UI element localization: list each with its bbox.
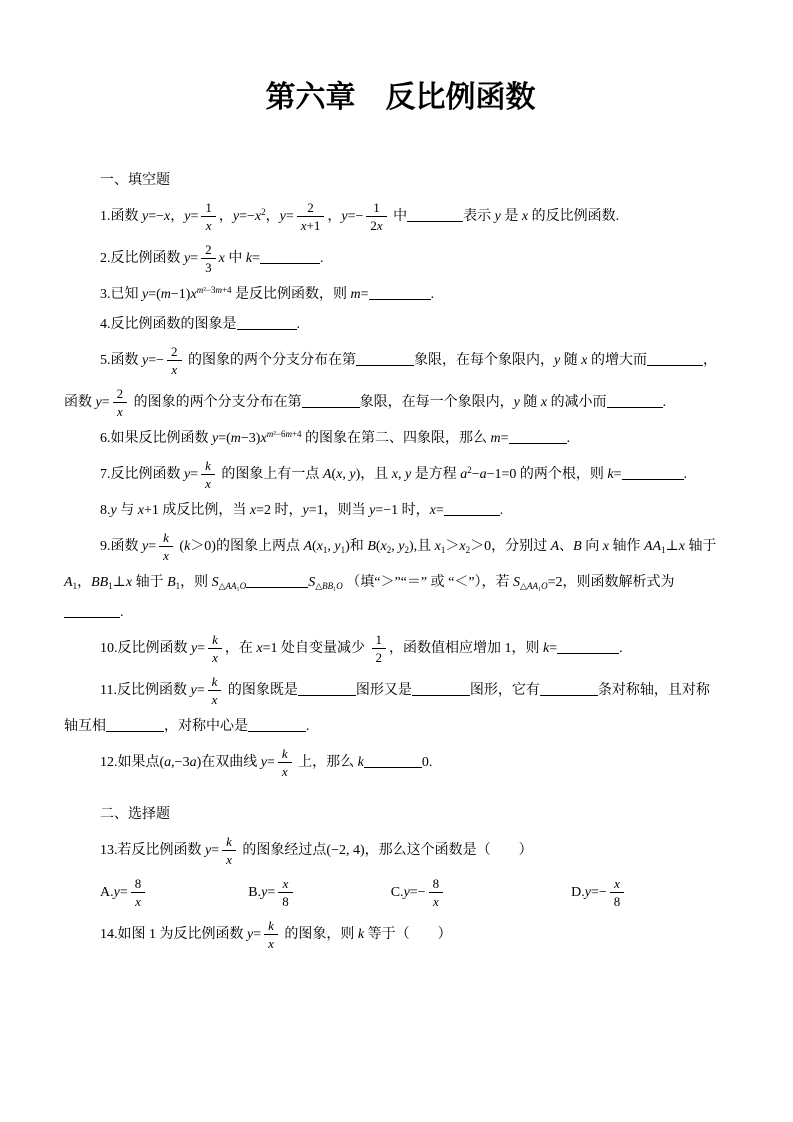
question-8-line-1 (64, 496, 737, 526)
fraction-denominator: x (429, 892, 444, 910)
fraction-numerator: x (282, 876, 289, 891)
question-9-line-1 (64, 526, 737, 568)
text-run: ，则当 (323, 503, 370, 518)
math-run: y (554, 353, 561, 369)
text-run: . (499, 503, 504, 518)
question-11 (64, 670, 737, 742)
math-run: y=− (341, 209, 364, 225)
superscript: m²−3m+4 (196, 285, 232, 295)
fraction-denominator: x (208, 690, 222, 708)
text-run: 的两个根，则 (516, 467, 608, 483)
text-run: B. (248, 885, 262, 901)
fraction-numerator: k (281, 746, 288, 761)
math-run: x, y (391, 467, 412, 483)
math-run: x (678, 539, 685, 555)
question-14-line-1 (64, 914, 737, 956)
math-run: x=2 (249, 503, 271, 518)
math-run: x (218, 251, 225, 267)
h-space (446, 895, 571, 896)
math-run: y= (95, 395, 110, 411)
text-run: 5.函数 (100, 353, 142, 369)
text-run: 的增大而 (587, 353, 647, 369)
question-14 (64, 914, 737, 956)
fraction-numerator: 2 (116, 386, 124, 401)
text-run: 轴于 (684, 539, 717, 555)
math-run: k (357, 755, 364, 771)
text-run: 12.如果点( (100, 755, 165, 771)
superscript: 2 (467, 465, 472, 476)
question-10-line-1 (64, 628, 737, 670)
question-6-line-1 (64, 424, 737, 454)
text-run: 处自变量减少 (277, 641, 369, 657)
math-run: x=1 (256, 641, 278, 657)
subscript: 1 (108, 581, 113, 591)
math-run: BB (91, 575, 109, 590)
math-run: k (357, 927, 365, 943)
text-run: . (566, 431, 571, 446)
question-12 (64, 742, 737, 784)
text-run: A. (100, 885, 114, 901)
fraction-numerator: k (268, 918, 274, 933)
fraction (278, 746, 292, 780)
fraction (201, 242, 216, 276)
math-run: A(x (303, 539, 323, 555)
text-run: 的图象上有一点 (217, 467, 323, 483)
question-2 (64, 238, 737, 280)
text-run: C. (390, 885, 404, 901)
text-run: ，在 (224, 641, 257, 657)
question-6 (64, 424, 737, 454)
subscript: 1 (440, 545, 446, 556)
question-9-line-2 (64, 568, 737, 598)
fraction-denominator: x (113, 402, 128, 420)
superscript: m²−6m+4 (266, 429, 302, 439)
fraction-numerator: k (163, 530, 169, 545)
text-run: 的图象的两个分支分布在第 (130, 395, 302, 411)
text-run: 2.反比例函数 (100, 251, 184, 267)
fraction-denominator: 8 (278, 892, 293, 910)
section-2 (64, 800, 737, 956)
fraction-denominator: 3 (201, 258, 216, 276)
fraction (113, 386, 128, 420)
math-run: y= (184, 209, 199, 225)
blank-underline (237, 315, 297, 330)
math-run: A(x, y) (322, 467, 361, 483)
math-run: m= (490, 431, 509, 446)
fraction (429, 876, 444, 910)
fraction-numerator: 1 (375, 632, 383, 647)
question-1-line-1 (64, 196, 737, 238)
text-run: ＞0，分别过 (470, 539, 551, 555)
question-5-line-2 (64, 382, 737, 424)
blank-underline (540, 681, 598, 696)
math-run: B (573, 539, 582, 555)
fraction-denominator: x (131, 892, 146, 910)
fraction (278, 876, 293, 910)
text-run: 0. (421, 755, 433, 771)
math-run: y=− (584, 885, 607, 901)
text-run: 中 (224, 251, 246, 267)
text-run: 图形又是 (355, 683, 412, 699)
fraction-numerator: 2 (205, 242, 212, 257)
fraction-denominator: x+1 (297, 216, 325, 234)
blank-underline (364, 753, 422, 768)
text-run: 的图象的两个分支分布在第 (184, 353, 357, 369)
fraction-numerator: k (211, 674, 218, 689)
text-run: 与 (116, 503, 138, 518)
text-run: . (319, 251, 324, 267)
question-13 (64, 830, 737, 914)
math-run: k= (607, 467, 622, 483)
text-run: 轴作 (608, 539, 644, 555)
fraction (297, 200, 325, 234)
math-run: y= (190, 683, 205, 699)
fraction-numerator: 2 (171, 344, 178, 359)
text-run: ＞ (445, 539, 460, 555)
text-run: 9.函数 (100, 539, 142, 555)
question-2-line-1 (64, 238, 737, 280)
fraction-numerator: 2 (307, 200, 314, 215)
text-run: . (662, 395, 667, 411)
blank-underline (248, 717, 306, 732)
math-run: y= (279, 209, 294, 225)
fraction-denominator: 2 (372, 648, 387, 666)
fraction-denominator: x (159, 546, 173, 564)
text-run: . (296, 317, 300, 332)
text-run: 的图象既是 (224, 683, 298, 699)
subscript: 2 (404, 545, 409, 556)
text-run: ，对称中心是 (164, 719, 248, 734)
blank-underline (407, 207, 463, 222)
subscript: 1 (340, 545, 346, 556)
question-9 (64, 526, 737, 628)
text-run: 图形，它有 (469, 683, 540, 699)
fraction-numerator: k (226, 834, 232, 849)
text-run: 是 (500, 209, 522, 225)
fraction-denominator: x (208, 648, 222, 666)
math-run: y=− (142, 353, 165, 369)
math-run: y (513, 395, 520, 411)
math-run: x (125, 575, 133, 590)
math-run: y=−1 (369, 503, 399, 518)
blank-underline (509, 429, 567, 444)
text-run: 象限，在每个象限内， (414, 353, 555, 369)
math-run: y= (260, 755, 275, 771)
question-11-line-2 (64, 712, 737, 742)
text-run: ， (265, 209, 280, 225)
math-run: y=1 (302, 503, 324, 518)
text-run: 的减小而 (547, 395, 607, 411)
fraction (208, 632, 222, 666)
math-run: y=(m−1)x (142, 287, 197, 302)
text-run: ),且 (408, 539, 435, 555)
blank-underline (444, 501, 500, 516)
text-run: 4.反比例函数的图象是 (100, 317, 237, 332)
math-run: B(x (367, 539, 387, 555)
math-run: B (167, 575, 176, 590)
fraction (201, 200, 216, 234)
math-run: AA (643, 539, 662, 555)
blank-underline (298, 681, 356, 696)
fraction-denominator: x (222, 850, 236, 868)
math-run: S (211, 575, 219, 590)
text-run: 的反比例函数. (528, 209, 620, 225)
math-run: A (550, 539, 560, 555)
math-run: x (581, 353, 588, 369)
fraction (264, 918, 278, 952)
text-run: 10.反比例函数 (100, 641, 191, 657)
fraction (201, 458, 215, 492)
blank-underline (356, 351, 414, 366)
math-run: y (110, 503, 117, 518)
subscript: 1 (661, 545, 666, 556)
math-run: a (460, 467, 468, 483)
text-run: 7.反比例函数 (100, 467, 184, 483)
math-run: x (602, 539, 609, 555)
subscript: 2 (465, 545, 471, 556)
blank-underline (412, 681, 470, 696)
blank-underline (260, 249, 320, 264)
text-run: 轴互相 (64, 719, 106, 734)
math-run: y=−x (232, 209, 262, 225)
fraction-denominator: x (278, 762, 292, 780)
math-run: y=− (403, 885, 426, 901)
document-body (64, 166, 737, 956)
text-run: 6.如果反比例函数 (100, 431, 212, 446)
question-12-line-1 (64, 742, 737, 784)
text-run: 13.若反比例函数 (100, 843, 205, 859)
fraction-denominator: 8 (610, 892, 625, 910)
text-run: ，则 (180, 575, 212, 590)
math-run: x= (429, 503, 444, 518)
math-run: , y (327, 539, 341, 555)
text-run: ( (175, 539, 185, 555)
math-run: x (434, 539, 441, 555)
question-3 (64, 280, 737, 310)
fraction-denominator: 2x (366, 216, 386, 234)
blank-underline (607, 393, 663, 408)
math-run: y= (205, 843, 220, 859)
text-run: ， (702, 353, 717, 369)
fraction (222, 834, 236, 868)
text-run: ＞0)的图象上两点 (190, 539, 304, 555)
text-run: 8. (100, 503, 111, 518)
text-run: 表示 (463, 209, 495, 225)
fraction-numerator: 1 (205, 200, 212, 215)
text-run: 14.如图 1 为反比例函数 (100, 927, 247, 943)
text-run: . (619, 641, 623, 657)
question-10 (64, 628, 737, 670)
question-11-line-1 (64, 670, 737, 712)
fraction-numerator: k (212, 632, 218, 647)
fraction-denominator: x (201, 216, 216, 234)
fraction (159, 530, 173, 564)
h-space (148, 895, 248, 896)
question-5-line-1 (64, 340, 737, 382)
text-run: . (683, 467, 688, 483)
section-2-heading: 二、选择题 (100, 807, 170, 822)
question-7-line-1 (64, 454, 737, 496)
text-run: 中 (389, 209, 408, 225)
superscript: 2 (261, 207, 266, 218)
page-title: 第六章 反比例函数 (265, 81, 536, 114)
text-run: D. (571, 885, 585, 901)
text-run: 随 (560, 353, 582, 369)
fraction (610, 876, 625, 910)
text-run: ，函数值相应增加 1，则 (389, 641, 544, 657)
fraction (372, 632, 387, 666)
math-run: k= (543, 641, 558, 657)
text-run: )在双曲线 (196, 755, 261, 771)
text-run: （填“＞”“＝” 或 “＜”），若 (342, 575, 514, 590)
text-run: 随 (519, 395, 541, 411)
math-run: y= (184, 467, 199, 483)
text-run: 等于（ ） (364, 927, 452, 943)
text-run: 是反比例函数，则 (231, 287, 351, 302)
fraction-numerator: 8 (432, 876, 440, 891)
fraction (366, 200, 386, 234)
text-run: 1.函数 (100, 209, 142, 225)
subscript: △AA₁O (218, 581, 247, 591)
math-run: x (459, 539, 466, 555)
text-run: . (430, 287, 435, 302)
math-run: S (308, 575, 316, 590)
math-run: y=−x (142, 209, 171, 225)
fraction-denominator: x (201, 474, 215, 492)
question-1 (64, 196, 737, 238)
text-run: 3.已知 (100, 287, 142, 302)
blank-underline (369, 285, 431, 300)
text-run: 向 (581, 539, 603, 555)
fraction-numerator: x (614, 876, 620, 891)
subscript: 1 (72, 581, 78, 591)
text-run: )和 (345, 539, 368, 555)
math-run: y= (113, 885, 128, 901)
fraction (208, 674, 222, 708)
fraction-numerator: 1 (373, 200, 380, 215)
question-8 (64, 496, 737, 526)
math-run: y= (191, 641, 206, 657)
math-run: k= (245, 251, 260, 267)
question-4-line-1 (64, 310, 737, 340)
text-run: 时， (398, 503, 430, 518)
text-run: ⊥ (665, 539, 679, 555)
subscript: 2 (386, 545, 392, 556)
text-run: 11.反比例函数 (100, 683, 191, 699)
math-run: m= (350, 287, 369, 302)
fraction (131, 876, 146, 910)
text-run: 条对称轴，且对称 (597, 683, 710, 699)
math-run: k (184, 539, 191, 555)
text-run: ，且 (360, 467, 392, 483)
math-run: y (494, 209, 501, 225)
math-run: x+1 (137, 503, 159, 518)
math-run: y= (261, 885, 276, 901)
question-13-line-1 (64, 830, 737, 872)
math-run: A (64, 575, 73, 590)
math-run: y= (184, 251, 199, 267)
question-7 (64, 454, 737, 496)
section-1 (64, 166, 737, 784)
math-run: , y (391, 539, 405, 555)
text-run: 的图象在第二、四象限，那么 (301, 431, 491, 446)
text-run: 轴于 (132, 575, 168, 590)
subscript: 1 (175, 581, 181, 591)
math-run: x (540, 395, 548, 411)
fraction-numerator: k (205, 458, 211, 473)
math-run: a,−3a (164, 755, 197, 771)
fraction-denominator: x (167, 360, 182, 378)
text-run: 的图象，则 (280, 927, 358, 943)
blank-underline (106, 717, 164, 732)
math-run: −a−1=0 (471, 467, 517, 483)
fraction (167, 344, 182, 378)
question-4 (64, 310, 737, 340)
text-run: . (306, 719, 310, 734)
h-space (296, 895, 391, 896)
text-run: ⊥ (112, 575, 126, 590)
text-run: . (120, 605, 124, 620)
blank-underline (64, 603, 120, 618)
text-run: ， (77, 575, 92, 590)
text-run: ， (327, 209, 342, 225)
subscript: 1 (322, 545, 328, 556)
question-5 (64, 340, 737, 424)
blank-underline (557, 639, 619, 654)
subscript: △BB₁O (315, 581, 343, 591)
text-run: ，则函数解析式为 (562, 575, 675, 590)
math-run: x (521, 209, 529, 225)
text-run: 是方程 (411, 467, 461, 483)
fraction-numerator: 8 (134, 876, 142, 891)
math-run: =2 (547, 575, 563, 590)
math-run: S (513, 575, 521, 590)
subscript: △AA₁O (520, 581, 548, 591)
text-run: 、 (559, 539, 574, 555)
question-13-line-2 (64, 872, 737, 914)
math-run: y= (247, 927, 262, 943)
fraction-denominator: x (264, 934, 278, 952)
text-run: 象限，在每一个象限内， (359, 395, 514, 411)
text-run: 成反比例，当 (158, 503, 250, 518)
text-run: 的图象经过点(−2, 4)，那么这个函数是（ ） (238, 843, 533, 859)
text-run: ， (218, 209, 233, 225)
blank-underline (246, 573, 308, 588)
question-3-line-1 (64, 280, 737, 310)
blank-underline (302, 393, 360, 408)
math-run: y= (142, 539, 157, 555)
text-run: 上，那么 (294, 755, 358, 771)
math-run: y=(m−3)x (212, 431, 267, 446)
blank-underline (622, 465, 684, 480)
section-1-heading: 一、填空题 (100, 173, 170, 188)
text-run: ， (170, 209, 185, 225)
blank-underline (647, 351, 703, 366)
text-run: 时， (270, 503, 303, 518)
text-run: 函数 (64, 395, 96, 411)
question-9-line-3 (64, 598, 737, 628)
